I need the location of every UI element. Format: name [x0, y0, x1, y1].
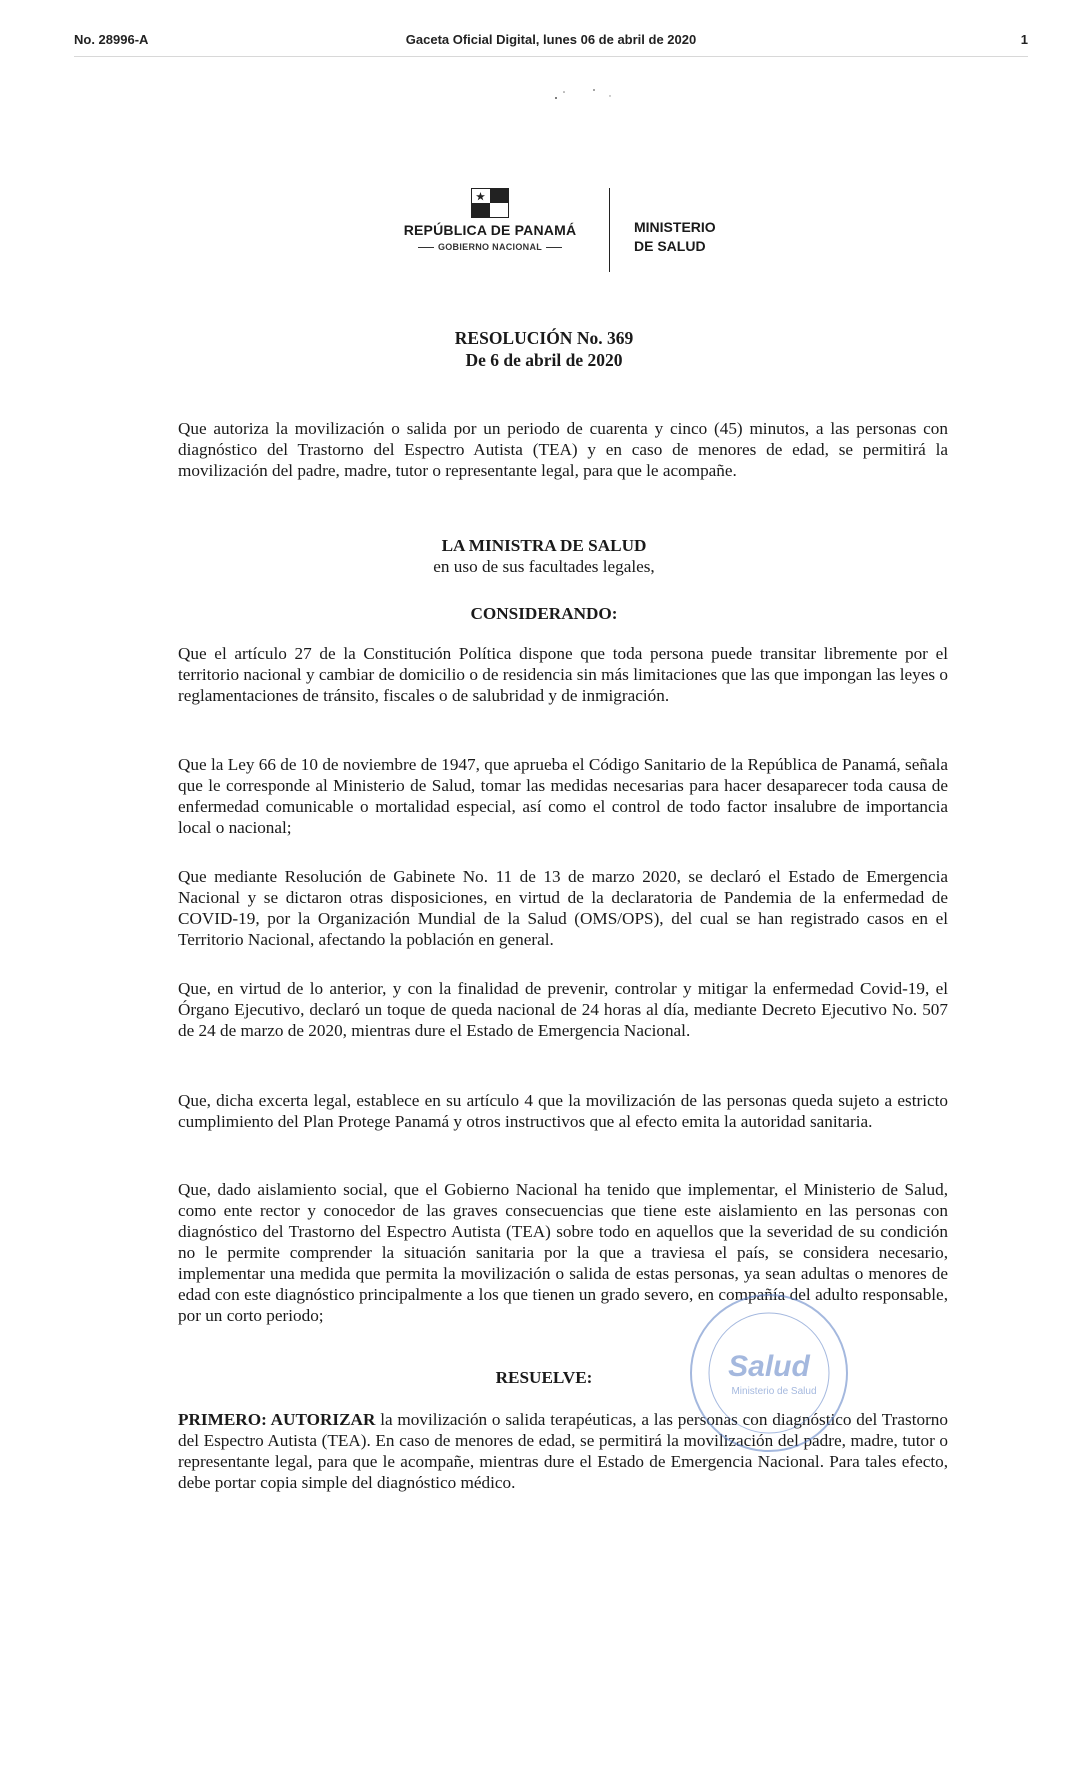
resolution-title-block: [0, 327, 1088, 371]
gazette-header: [74, 28, 1028, 57]
authority-title: LA MINISTRA DE SALUD: [441, 536, 647, 555]
resolution-title: RESOLUCIÓN No. 369: [454, 328, 634, 348]
panama-flag-icon: [471, 188, 509, 218]
primero-text: la movilización o salida terapéuticas, a las personas con diagnóstico del Trastorno del Espectro Autista (TEA). En caso de menores de edad, se permitirá la movilización del padre, madre, tutor o representante legal, para que le acompañe, mientras dure el Estado de Emergencia Nacional. Para tales efecto, debe portar copia simple del diagnóstico médico.: [178, 1410, 948, 1492]
considerando-paragraph-2: Que la Ley 66 de 10 de noviembre de 1947, que aprueba el Código Sanitario de la República de Panamá, señala que le corresponde al Ministerio de Salud, tomar las medidas necesarias para hacer desaparecer toda causa de enfermedad comunicable o mortalidad especial, así como el control de todo factor insalubre de importancia local o nacional;: [178, 755, 948, 837]
considerando-heading: CONSIDERANDO:: [470, 604, 618, 623]
resolution-date: De 6 de abril de 2020: [465, 350, 623, 370]
ministry-line-2: DE SALUD: [634, 238, 706, 254]
government-logo: [390, 188, 730, 278]
gazette-title: Gaceta Oficial Digital, lunes 06 de abril de 2020: [405, 32, 697, 47]
considerando-paragraph-5: Que, dicha excerta legal, establece en su artículo 4 que la movilización de las personas queda sujeto a estricto cumplimiento del Plan Protege Panamá y otros instructivos que al efecto emita la autoridad sanitaria.: [178, 1091, 948, 1131]
logo-divider: [609, 188, 610, 272]
ministry-name: [634, 218, 716, 256]
considerando-paragraph-6: Que, dado aislamiento social, que el Gobierno Nacional ha tenido que implementar, el Ministerio de Salud, como ente rector y conocedor de las graves consecuencias que tiene este aislamiento en las personas con diagnóstico del Trastorno del Espectro Autista (TEA) sobre todo en aquellos que la severidad de su condición no le permite comprender la situación sanitaria por la que a traviesa el país, se considera necesario, implementar una medida que permita la movilización o salida de estas personas, ya sean adultas o menores de edad con este diagnóstico principalmente a los que tienen un grado severo, en compañía del adulto responsable, por un corto periodo;: [178, 1180, 948, 1325]
republic-logo: [390, 188, 590, 252]
stamp-subtext: Ministerio de Salud: [731, 1386, 817, 1397]
scan-specks: [550, 86, 630, 106]
republic-name: REPÚBLICA DE PANAMÁ: [403, 222, 577, 238]
government-name: GOBIERNO NACIONAL: [437, 242, 543, 252]
ministry-stamp-seal: [684, 1288, 854, 1458]
considerando-paragraph-4: Que, en virtud de lo anterior, y con la finalidad de prevenir, controlar y mitigar la enfermedad Covid-19, el Órgano Ejecutivo, declaró un toque de queda nacional de 24 horas al día, mediante Decreto Ejecutivo No. 507 de 24 de marzo de 2020, mientras dure el Estado de Emergencia Nacional.: [178, 979, 948, 1040]
stamp-text: Salud: [728, 1350, 810, 1383]
considerando-paragraph-1: Que el artículo 27 de la Constitución Política dispone que toda persona puede transitar libremente por el territorio nacional y cambiar de domicilio o de residencia sin más limitaciones que las que impongan las leyes o reglamentaciones de tránsito, fiscales o de salubridad y de inmigración.: [178, 644, 948, 705]
page-number: 1: [1020, 32, 1028, 47]
resolution-summary: Que autoriza la movilización o salida por un periodo de cuarenta y cinco (45) minutos, a las personas con diagnóstico del Trastorno del Espectro Autista (TEA) y en caso de menores de edad, se permitirá la movilización del padre, madre, tutor o representante legal, para que le acompañe.: [178, 419, 948, 480]
considerando-paragraph-3: Que mediante Resolución de Gabinete No. 11 de 13 de marzo 2020, se declaró el Estado de Emergencia Nacional y se dictaron otras disposiciones, en virtud de la declaratoria de Pandemia de la enfermedad de COVID-19, por la Organización Mundial de la Salud (OMS/OPS), del cual se han registrado casos en el Territorio Nacional, afectando la población en general.: [178, 867, 948, 949]
authority-subtitle: en uso de sus facultades legales,: [433, 557, 655, 576]
ministry-line-1: MINISTERIO: [634, 219, 716, 235]
government-name-row: [390, 242, 590, 252]
resuelve-heading: RESUELVE:: [495, 1368, 593, 1387]
gazette-number: No. 28996-A: [74, 32, 149, 47]
primero-lead: PRIMERO: AUTORIZAR: [178, 1410, 376, 1429]
